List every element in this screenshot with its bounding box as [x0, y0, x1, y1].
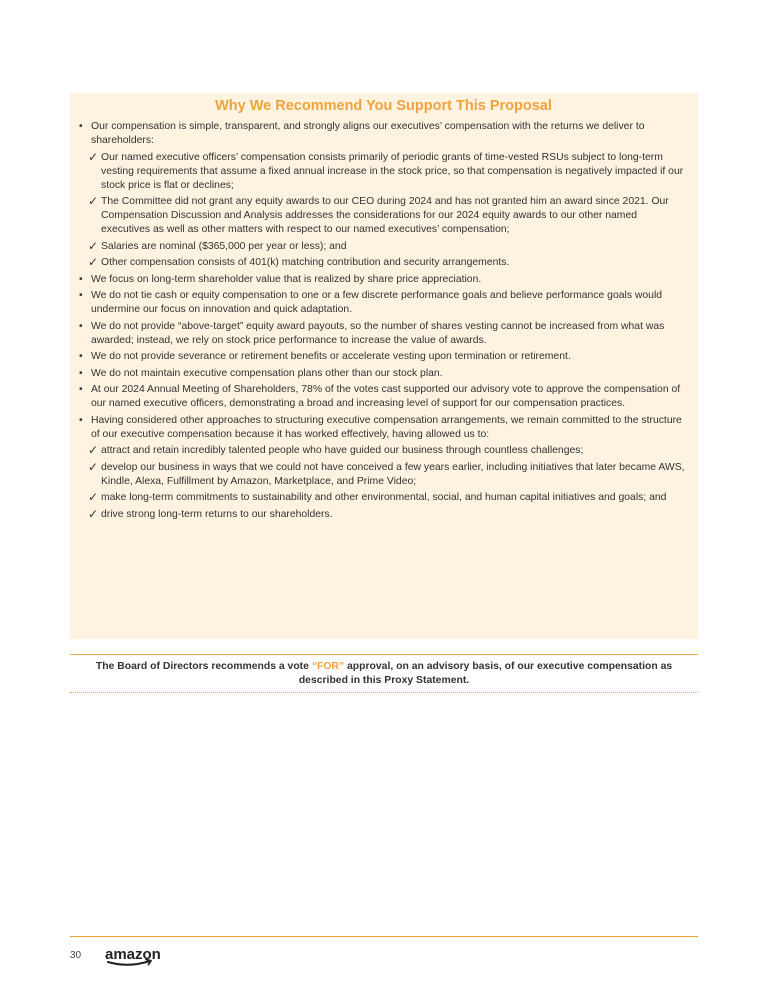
sub-list-item	[79, 508, 688, 522]
list-item-text: Our compensation is simple, transparent, and strongly aligns our executives’ compensation with the returns we deliver to shareholders:	[91, 121, 645, 146]
sub-list-item-text: drive strong long-term returns to our shareholders.	[101, 508, 333, 520]
sub-list-item	[79, 195, 688, 237]
list-item	[79, 320, 688, 348]
list-item-text: We do not provide severance or retirement benefits or accelerate vesting upon termination or retirement.	[91, 351, 571, 362]
sub-list-item-text: The Committee did not grant any equity awards to our CEO during 2024 and has not granted him an award since 2021. Our Compensation Discussion and Analysis addresses the considerations for our 2024 equity awards to our other named executives as well as other matters with respect to our named executives’ compensation;	[101, 196, 669, 235]
checkmark-icon: ✓	[88, 238, 99, 253]
footer-rule	[70, 936, 698, 937]
sub-list-item-text: develop our business in ways that we could not have conceived a few years earlier, including initiatives that later became AWS, Kindle, Alexa, Fulfillment by Amazon, Marketplace, and Prime Video;	[101, 461, 685, 487]
checkmark-icon: ✓	[88, 255, 99, 269]
checkmark-icon: ✓	[88, 490, 99, 504]
bullet-marker: •	[79, 121, 83, 132]
amazon-logo	[104, 946, 164, 968]
list-item	[79, 273, 688, 287]
sub-list-item-text: Other compensation consists of 401(k) matching contribution and security arrangements.	[101, 257, 510, 268]
list-item	[79, 289, 688, 317]
list-item-text: We do not tie cash or equity compensation to one or a few discrete performance goals and believe performance goals would undermine our focus on innovation and quick adaptation.	[91, 290, 663, 315]
recommendation-prefix: The Board of Directors recommends a vote	[95, 661, 312, 672]
recommendation-suffix: approval, on an advisory basis, of our executive compensation as described in this Proxy Statement.	[298, 661, 673, 686]
panel-title: Why We Recommend You Support This Proposal	[215, 98, 552, 114]
checkmark-icon: ✓	[88, 149, 99, 164]
checkmark-icon: ✓	[88, 194, 99, 208]
bullet-marker: •	[79, 273, 83, 285]
recommendation-highlight: “FOR”	[311, 661, 345, 672]
sub-list-item	[79, 256, 688, 270]
list-item-text: We do not provide “above-target” equity award payouts, so the number of shares vesting cannot be increased from what was awarded; instead, we rely on stock price performance to increase the value of awards.	[91, 320, 665, 346]
amazon-logo-text: amazon	[105, 946, 161, 963]
sub-list-item-text: Salaries are nominal ($365,000 per year or less); and	[101, 240, 347, 252]
list-item	[79, 350, 688, 364]
bullet-marker: •	[79, 320, 83, 332]
sub-list-item-text: attract and retain incredibly talented people who have guided our business through countless challenges;	[101, 445, 584, 456]
sub-list-item	[79, 444, 688, 458]
recommendation-top-rule	[70, 654, 698, 655]
list-item-text: Having considered other approaches to structuring executive compensation arrangements, we remain committed to the structure of our executive compensation because it has worked effectively, having allowed us to:	[91, 414, 682, 440]
sub-list-item	[79, 461, 688, 489]
sub-list-item-text: Our named executive officers’ compensation consists primarily of periodic grants of time-vested RSUs subject to long-term vesting requirements that assume a fixed annual increase in the stock price, so that compensation is negatively impacted if our stock price is flat or declines;	[101, 151, 684, 191]
sub-list-item	[79, 491, 688, 505]
list-item-text: At our 2024 Annual Meeting of Shareholders, 78% of the votes cast supported our advisory vote to approve the compensation of our named executive officers, demonstrating a broad and increasing level of support for our compensation practices.	[91, 384, 681, 409]
sub-list-item	[79, 240, 688, 254]
list-item	[79, 120, 688, 148]
checkmark-icon: ✓	[88, 506, 99, 521]
bullet-marker: •	[79, 384, 83, 395]
board-recommendation	[70, 660, 698, 688]
rationale-panel	[70, 93, 698, 639]
list-item	[79, 414, 688, 442]
recommendation-bottom-rule	[70, 692, 698, 693]
list-item	[79, 383, 688, 411]
page-number: 30	[70, 950, 82, 961]
bullet-marker: •	[79, 290, 83, 301]
sub-list-item-text: make long-term commitments to sustainability and other environmental, social, and human capital initiatives and goals; and	[101, 492, 667, 503]
bullet-marker: •	[79, 367, 83, 379]
list-item	[79, 367, 688, 381]
rationale-list	[79, 120, 688, 522]
bullet-marker: •	[79, 414, 83, 426]
list-item-text: We do not maintain executive compensation plans other than our stock plan.	[91, 367, 443, 379]
sub-list-item	[79, 151, 688, 193]
bullet-marker: •	[79, 351, 83, 362]
checkmark-icon: ✓	[88, 459, 99, 474]
list-item-text: We focus on long-term shareholder value that is realized by share price appreciation.	[91, 273, 482, 285]
checkmark-icon: ✓	[88, 443, 99, 457]
